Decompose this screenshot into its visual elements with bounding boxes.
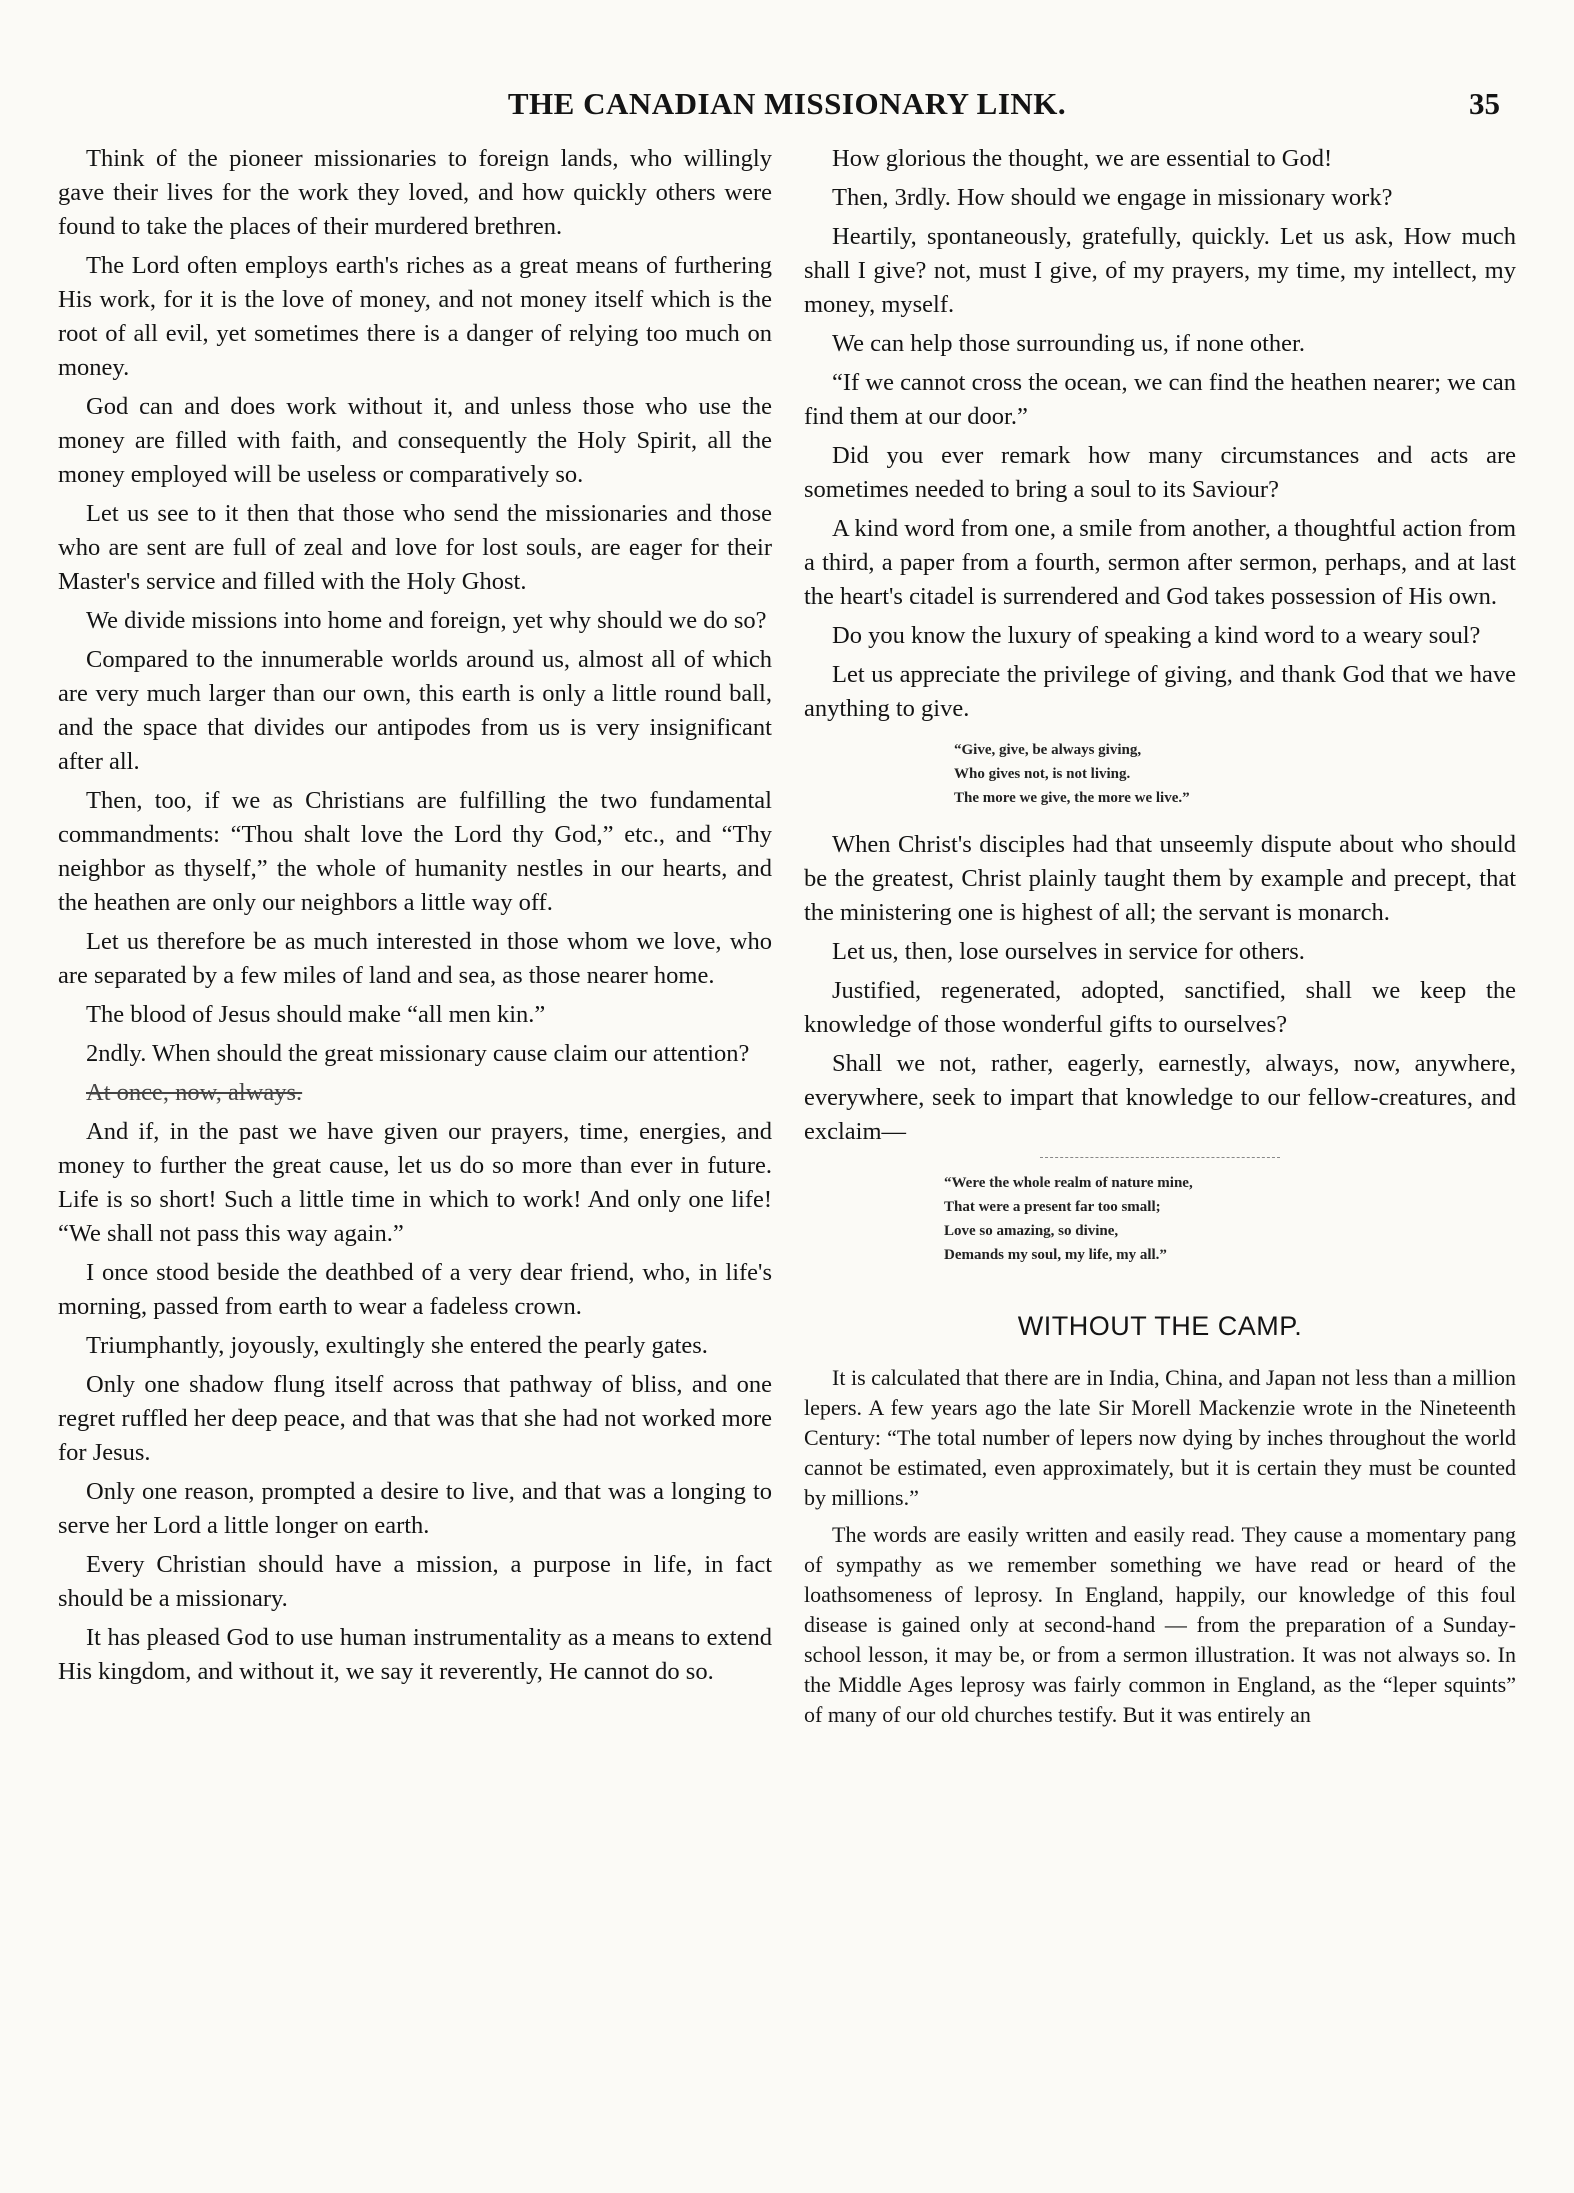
paragraph: Then, too, if we as Christians are fulfilling the two fundamental commandments: “Thou shalt love the Lord thy God,” etc., and “Thy neighbor as thyself,” the whole of humanity nestles in our hearts, and the heathen are only our neighbors a little way off. [58,787,772,916]
poem-quote [804,1171,1516,1267]
paragraph: Compared to the innumerable worlds around us, almost all of which are very much larger than our own, this earth is only a little round ball, and the space that divides our antipodes from us is very insignificant after all. [58,646,772,775]
paragraph: “If we cannot cross the ocean, we can find the heathen nearer; we can find them at our door.” [804,369,1516,430]
page-header [0,86,1574,130]
section-body [804,1363,1516,1730]
paragraph: We can help those surrounding us, if none other. [832,330,1305,357]
paragraph: When Christ's disciples had that unseemly dispute about who should be the greatest, Christ plainly taught them by example and precept, that the ministering one is highest of all; the servant is monarch. [804,831,1516,926]
paragraph: And if, in the past we have given our prayers, time, energies, and money to further the great cause, let us do so more than ever in future. Life is so short! Such a little time in which to work! And only one life! “We shall not pass this way again.” [58,1118,772,1247]
paragraph: Did you ever remark how many circumstances and acts are sometimes needed to bring a soul to its Saviour? [804,442,1516,503]
right-column [804,142,1516,1737]
paragraph: Every Christian should have a mission, a purpose in life, in fact should be a missionary. [58,1551,772,1612]
paragraph: It has pleased God to use human instrumentality as a means to extend His kingdom, and without it, we say it reverently, He cannot do so. [58,1624,772,1685]
paragraph: The words are easily written and easily read. They cause a momentary pang of sympathy as we remember something we have read or heard of the loathsomeness of leprosy. In England, happily, our knowledge of this foul disease is gained only at second-hand — from the preparation of a Sunday-school lesson, it may be, or from a sermon illustration. It was not always so. In the Middle Ages leprosy was fairly common in England, as the “leper squints” of many of our old churches testify. But it was entirely an [804,1522,1516,1727]
paragraph: Justified, regenerated, adopted, sanctified, shall we keep the knowledge of those wonderful gifts to ourselves? [804,977,1516,1038]
poem-line: Demands my soul, my life, my all.” [944,1247,1167,1263]
paragraph: We divide missions into home and foreign, yet why should we do so? [86,607,767,634]
paragraph: Let us, then, lose ourselves in service for others. [832,938,1305,965]
poem-line: That were a present far too small; [944,1199,1161,1215]
paragraph: Then, 3rdly. How should we engage in missionary work? [832,184,1393,211]
section-title: WITHOUT THE CAMP. [1017,1311,1303,1341]
paragraph: God can and does work without it, and unless those who use the money are filled with faith, and consequently the Holy Spirit, all the money employed will be useless or comparatively so. [58,393,772,488]
paragraph: A kind word from one, a smile from another, a thoughtful action from a third, a paper from a fourth, sermon after sermon, perhaps, and at last the heart's citadel is surrendered and God takes possession of His own. [804,515,1516,610]
poem-quote [804,738,1516,810]
journal-title: THE CANADIAN MISSIONARY LINK. [507,86,1067,121]
poem-line: Who gives not, is not living. [954,766,1131,782]
poem-line: “Were the whole realm of nature mine, [944,1175,1193,1191]
poem-line: Love so amazing, so divine, [944,1223,1119,1239]
struck-line: At once, now, always. [86,1079,303,1106]
paragraph: Think of the pioneer missionaries to foreign lands, who willingly gave their lives for the work they loved, and how quickly others were found to take the places of their murdered brethren. [58,145,772,240]
paragraph: How glorious the thought, we are essential to God! [832,145,1333,172]
paragraph: Only one shadow flung itself across that pathway of bliss, and one regret ruffled her deep peace, and that was that she had not worked more for Jesus. [58,1371,772,1466]
paragraph: Triumphantly, joyously, exultingly she entered the pearly gates. [86,1332,708,1359]
paragraph: It is calculated that there are in India, China, and Japan not less than a million lepers. A few years ago the late Sir Morell Mackenzie wrote in the Nineteenth Century: “The total number of lepers now dying by inches throughout the world cannot be estimated, even approximately, but it is certain they must be counted by millions.” [804,1365,1516,1510]
paragraph: I once stood beside the deathbed of a very dear friend, who, in life's morning, passed from earth to wear a fadeless crown. [58,1259,772,1320]
paragraph: Shall we not, rather, eagerly, earnestly, always, now, anywhere, everywhere, seek to impart that knowledge to our fellow-creatures, and exclaim— [804,1050,1516,1145]
poem-line: The more we give, the more we live.” [954,790,1190,806]
paragraph: The blood of Jesus should make “all men kin.” [86,1001,546,1028]
paragraph: The Lord often employs earth's riches as a great means of furthering His work, for it is the love of money, and not money itself which is the root of all evil, yet sometimes there is a danger of relying too much on money. [58,252,772,381]
paragraph: 2ndly. When should the great missionary cause claim our attention? [86,1040,750,1067]
divider [1040,1157,1280,1159]
paragraph: Let us therefore be as much interested in those whom we love, who are separated by a few miles of land and sea, as those nearer home. [58,928,772,989]
paragraph: Let us appreciate the privilege of giving, and thank God that we have anything to give. [804,661,1516,722]
paragraph: Let us see to it then that those who send the missionaries and those who are sent are full of zeal and love for lost souls, are eager for their Master's service and filled with the Holy Ghost. [58,500,772,595]
left-column [58,142,772,1694]
paragraph: Do you know the luxury of speaking a kind word to a weary soul? [832,622,1481,649]
page-number: 35 [1469,86,1500,121]
paragraph: Only one reason, prompted a desire to live, and that was a longing to serve her Lord a little longer on earth. [58,1478,772,1539]
poem-line: “Give, give, be always giving, [954,742,1142,758]
paragraph: Heartily, spontaneously, gratefully, quickly. Let us ask, How much shall I give? not, must I give, of my prayers, my time, my intellect, my money, myself. [804,223,1516,318]
